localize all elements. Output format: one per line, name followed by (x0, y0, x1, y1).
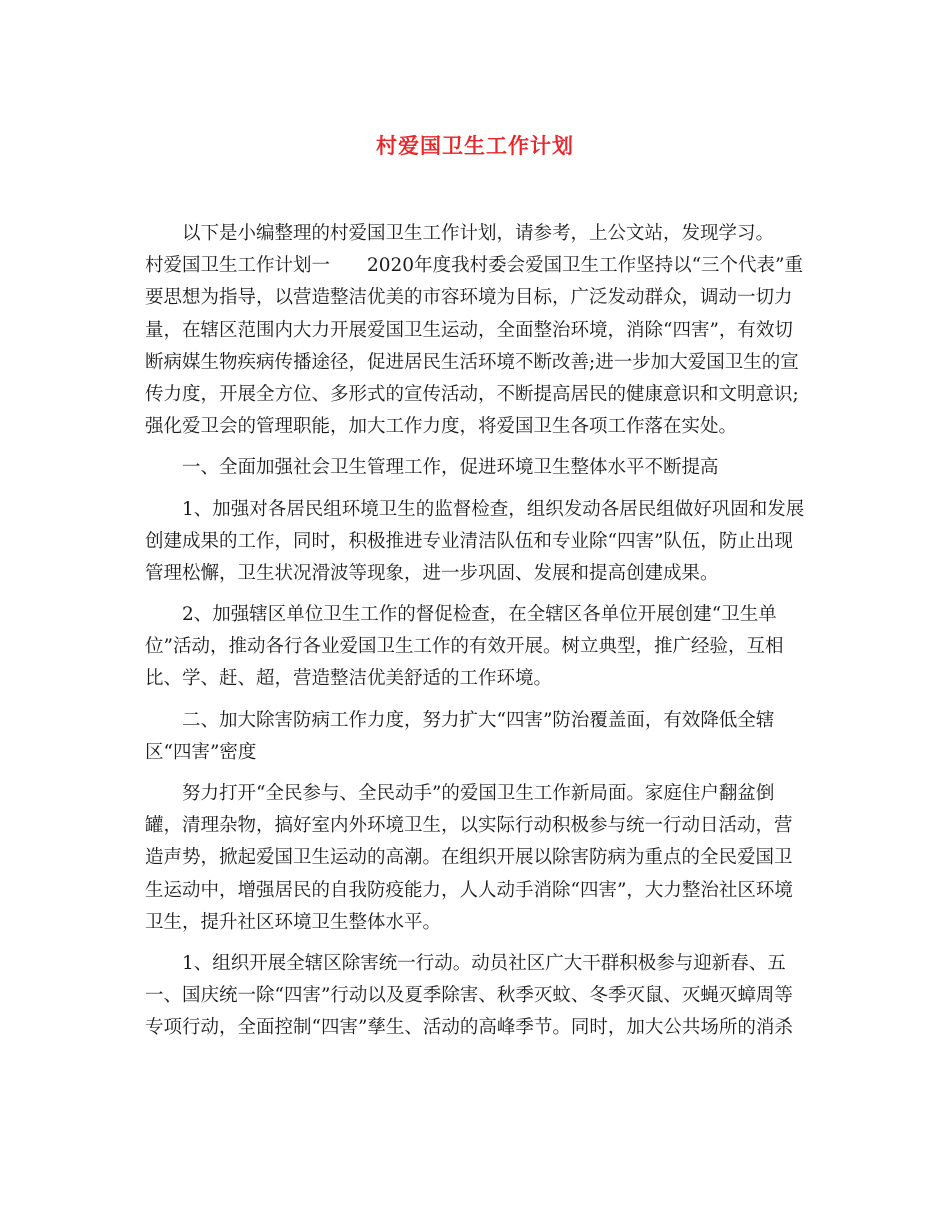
paragraph-line: 管理松懈，卫生状况滑波等现象，进一步巩固、发展和提高创建成果。 (145, 562, 719, 584)
section-heading: 二、加大除害防病工作力度，努力扩大“四害”防治覆盖面，有效降低全辖 (182, 709, 775, 731)
paragraph-line: 一、国庆统一除“四害”行动以及夏季除害、秋季灭蚊、冬季灭鼠、灭蝇灭蟑周等 (145, 985, 793, 1007)
paragraph-line: 断病媒生物疾病传播途径，促进居民生活环境不断改善;进一步加大爱国卫生的宣 (145, 351, 799, 373)
paragraph-line: 比、学、赶、超，营造整洁优美舒适的工作环境。 (145, 668, 553, 690)
paragraph-line: 卫生，提升社区环境卫生整体水平。 (145, 911, 442, 933)
paragraph-line: 1、加强对各居民组环境卫生的监督检查，组织发动各居民组做好巩固和发展 (182, 498, 805, 520)
paragraph-line: 罐，清理杂物，搞好室内外环境卫生，以实际行动积极参与统一行动日活动，营 (145, 815, 793, 837)
section-heading: 区“四害”密度 (145, 741, 257, 763)
section-heading: 一、全面加强社会卫生管理工作，促进环境卫生整体水平不断提高 (182, 457, 719, 479)
paragraph-line: 努力打开“全民参与、全民动手”的爱国卫生工作新局面。家庭住户翻盆倒 (182, 783, 775, 804)
paragraph-line: 强化爱卫会的管理职能，加大工作力度，将爱国卫生各项工作落在实处。 (145, 416, 738, 438)
paragraph-line: 量，在辖区范围内大力开展爱国卫生运动，全面整治环境，消除“四害”，有效切 (145, 319, 793, 341)
paragraph-line: 2、加强辖区单位卫生工作的督促检查，在全辖区各单位开展创建“卫生单 (182, 604, 777, 626)
paragraph-line: 专项行动，全面控制“四害”孳生、活动的高峰季节。同时，加大公共场所的消杀 (145, 1017, 793, 1039)
intro-line: 以下是小编整理的村爱国卫生工作计划，请参考，上公文站，发现学习。 (182, 223, 775, 244)
paragraph-line: 1、组织开展全辖区除害统一行动。动员社区广大干群积极参与迎新春、五 (182, 952, 786, 974)
paragraph-line: 造声势，掀起爱国卫生运动的高潮。在组织开展以除害防病为重点的全民爱国卫 (145, 847, 793, 869)
document-body (145, 218, 805, 1045)
paragraph-line: 创建成果的工作，同时，积极推进专业清洁队伍和专业除“四害”队伍，防止出现 (145, 530, 793, 552)
paragraph-line: 生运动中，增强居民的自我防疫能力，人人动手消除“四害”，大力整治社区环境 (145, 879, 793, 901)
paragraph-line: 传力度，开展全方位、多形式的宣传活动，不断提高居民的健康意识和文明意识; (145, 383, 799, 405)
paragraph-line: 要思想为指导，以营造整洁优美的市容环境为目标，广泛发动群众，调动一切力 (145, 287, 793, 309)
document-title: 村爱国卫生工作计划 (376, 133, 574, 158)
paragraph-line: 位”活动，推动各行各业爱国卫生工作的有效开展。树立典型，推广经验，互相 (145, 636, 784, 658)
paragraph-line: 村爱国卫生工作计划一 2020年度我村委会爱国卫生工作坚持以“三个代表”重 (145, 255, 803, 277)
